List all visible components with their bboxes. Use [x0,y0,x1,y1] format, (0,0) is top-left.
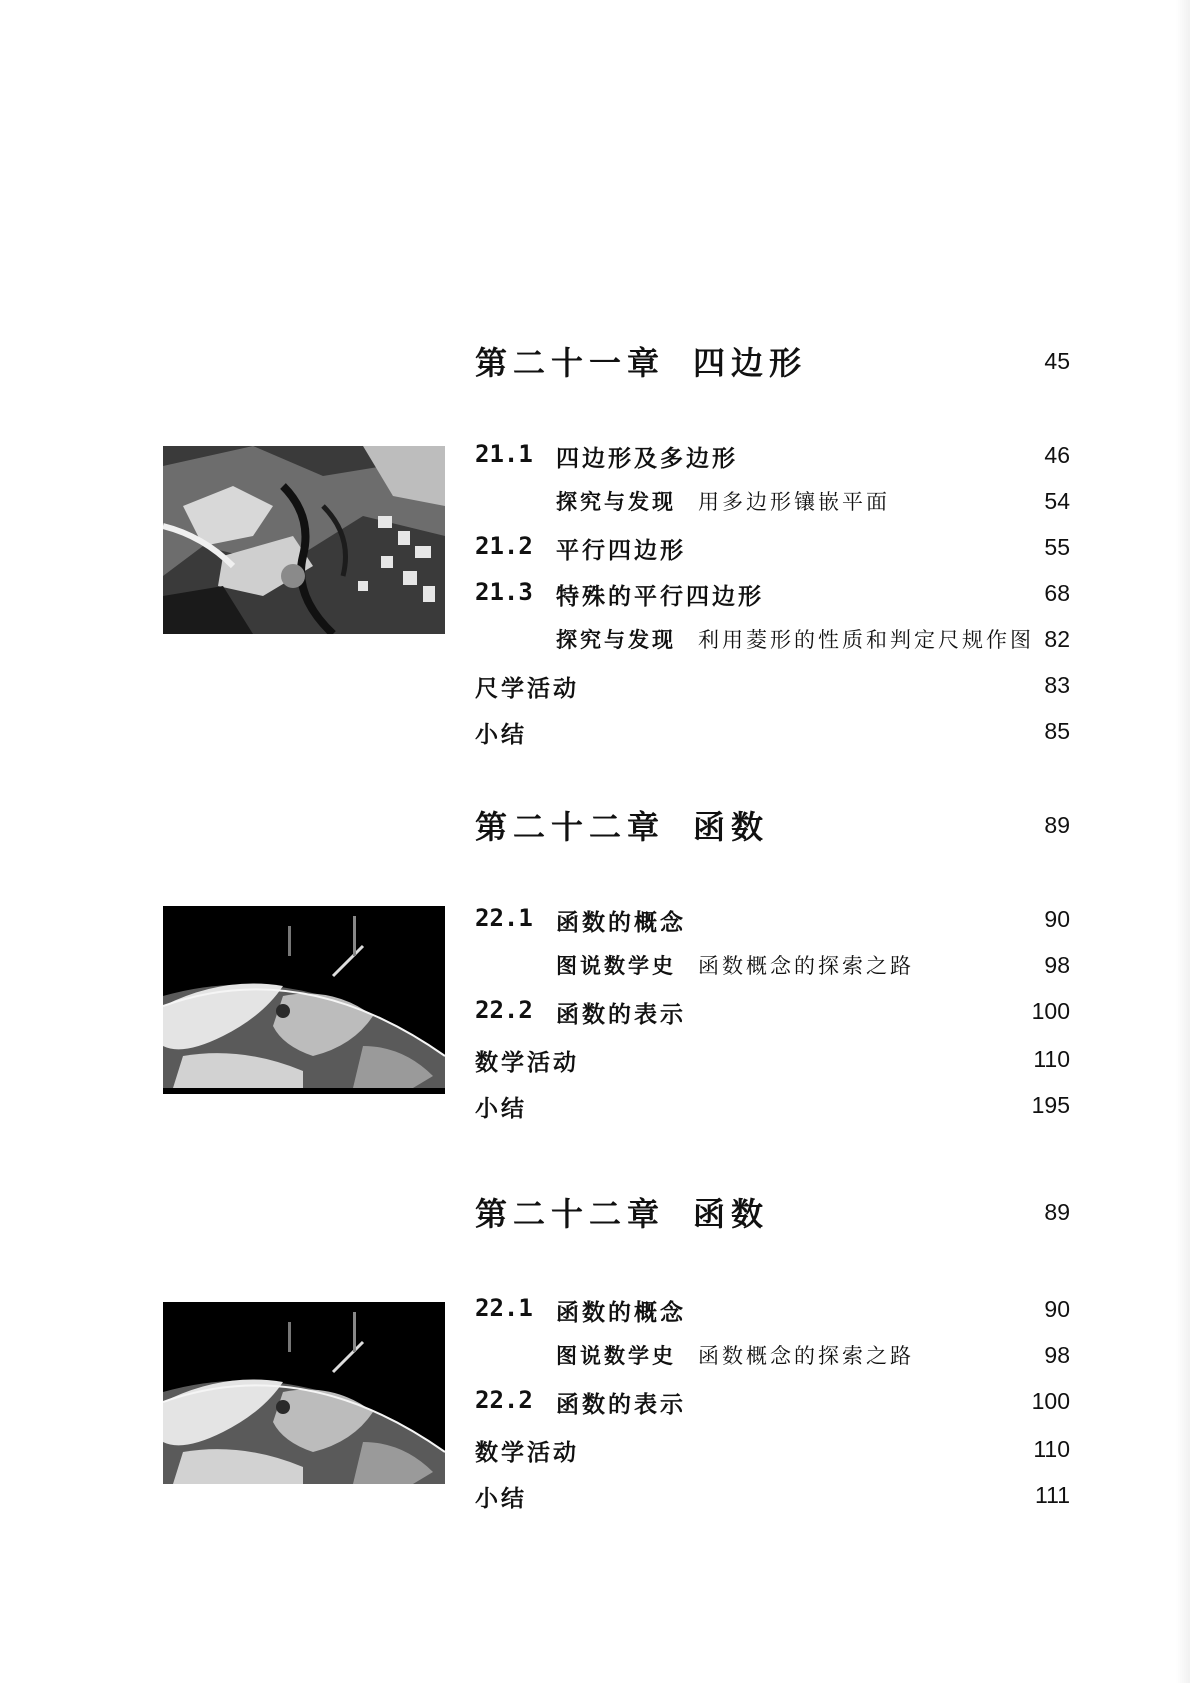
subentry-title [556,486,890,516]
entry-title: 特殊的平行四边形 [556,583,764,610]
chapter-title [475,338,807,384]
section-number: 21.3 [475,578,533,606]
chapter-name: 函数 [693,1195,770,1233]
toc-subentry[interactable] [0,622,1190,658]
toc-entry[interactable] [0,1478,1190,1514]
toc-subentry[interactable] [0,484,1190,520]
toc-entry[interactable] [0,902,1190,938]
toc-entry[interactable] [0,530,1190,566]
entry-page-number: 98 [1044,952,1070,978]
entry-page-number: 100 [1031,1388,1070,1414]
entry-page-number: 110 [1033,1046,1070,1072]
entry-page-number: 55 [1044,534,1070,560]
section-number: 21.1 [475,440,533,468]
toc-subentry[interactable] [0,1338,1190,1374]
chapter-page-number: 89 [1044,812,1070,838]
subentry-label: 探究与发现 [556,627,676,652]
toc-entry[interactable] [0,714,1190,750]
toc-entry[interactable] [0,1088,1190,1124]
chapter-number: 第二十二章 [475,1195,666,1233]
chapter-title [475,1189,769,1235]
chapter-title [475,802,769,848]
entry-page-number: 85 [1044,718,1070,744]
subentry-label: 图说数学史 [556,953,676,978]
subentry-text: 利用菱形的性质和判定尺规作图 [698,628,1034,652]
toc-subentry[interactable] [0,948,1190,984]
toc-entry[interactable] [0,994,1190,1030]
chapter-name: 函数 [693,808,770,846]
entry-title: 数学活动 [475,1049,579,1076]
entry-title: 函数的表示 [556,1001,686,1028]
chapter-number: 第二十一章 [475,344,666,382]
entry-page-number: 54 [1044,488,1070,514]
entry-page-number: 83 [1044,672,1070,698]
toc-entry[interactable] [0,1432,1190,1468]
subentry-text: 函数概念的探索之路 [698,1344,914,1368]
toc-entry[interactable] [0,576,1190,612]
entry-page-number: 90 [1044,1296,1070,1322]
section-number: 22.2 [475,996,533,1024]
toc-entry[interactable] [0,1042,1190,1078]
subentry-title [556,950,914,980]
subentry-title [556,1340,914,1370]
toc-entry[interactable] [0,438,1190,474]
toc-entry[interactable] [0,1292,1190,1328]
entry-page-number: 195 [1031,1092,1070,1118]
entry-page-number: 82 [1044,626,1070,652]
entry-page-number: 111 [1035,1482,1070,1508]
chapter-number: 第二十二章 [475,808,666,846]
section-number: 22.2 [475,1386,533,1414]
entry-title: 小结 [475,721,527,748]
toc-entry[interactable] [0,668,1190,704]
entry-page-number: 90 [1044,906,1070,932]
subentry-label: 图说数学史 [556,1343,676,1368]
entry-page-number: 98 [1044,1342,1070,1368]
entry-title: 尺学活动 [475,675,579,702]
section-number: 22.1 [475,904,533,932]
page-edge-shadow [1176,0,1190,1683]
entry-page-number: 46 [1044,442,1070,468]
chapter-page-number: 89 [1044,1199,1070,1225]
subentry-text: 函数概念的探索之路 [698,954,914,978]
entry-title: 函数的表示 [556,1391,686,1418]
entry-title: 平行四边形 [556,537,686,564]
entry-page-number: 110 [1033,1436,1070,1462]
entry-title: 四边形及多边形 [556,445,738,472]
entry-page-number: 68 [1044,580,1070,606]
chapter-page-number: 45 [1044,348,1070,374]
toc-entry[interactable] [0,1384,1190,1420]
subentry-text: 用多边形镶嵌平面 [698,490,890,514]
subentry-label: 探究与发现 [556,489,676,514]
entry-title: 小结 [475,1485,527,1512]
entry-title: 函数的概念 [556,1299,686,1326]
entry-title: 函数的概念 [556,909,686,936]
section-number: 22.1 [475,1294,533,1322]
subentry-title [556,624,1034,654]
entry-page-number: 100 [1031,998,1070,1024]
chapter-name: 四边形 [693,344,808,382]
entry-title: 小结 [475,1095,527,1122]
entry-title: 数学活动 [475,1439,579,1466]
section-number: 21.2 [475,532,533,560]
